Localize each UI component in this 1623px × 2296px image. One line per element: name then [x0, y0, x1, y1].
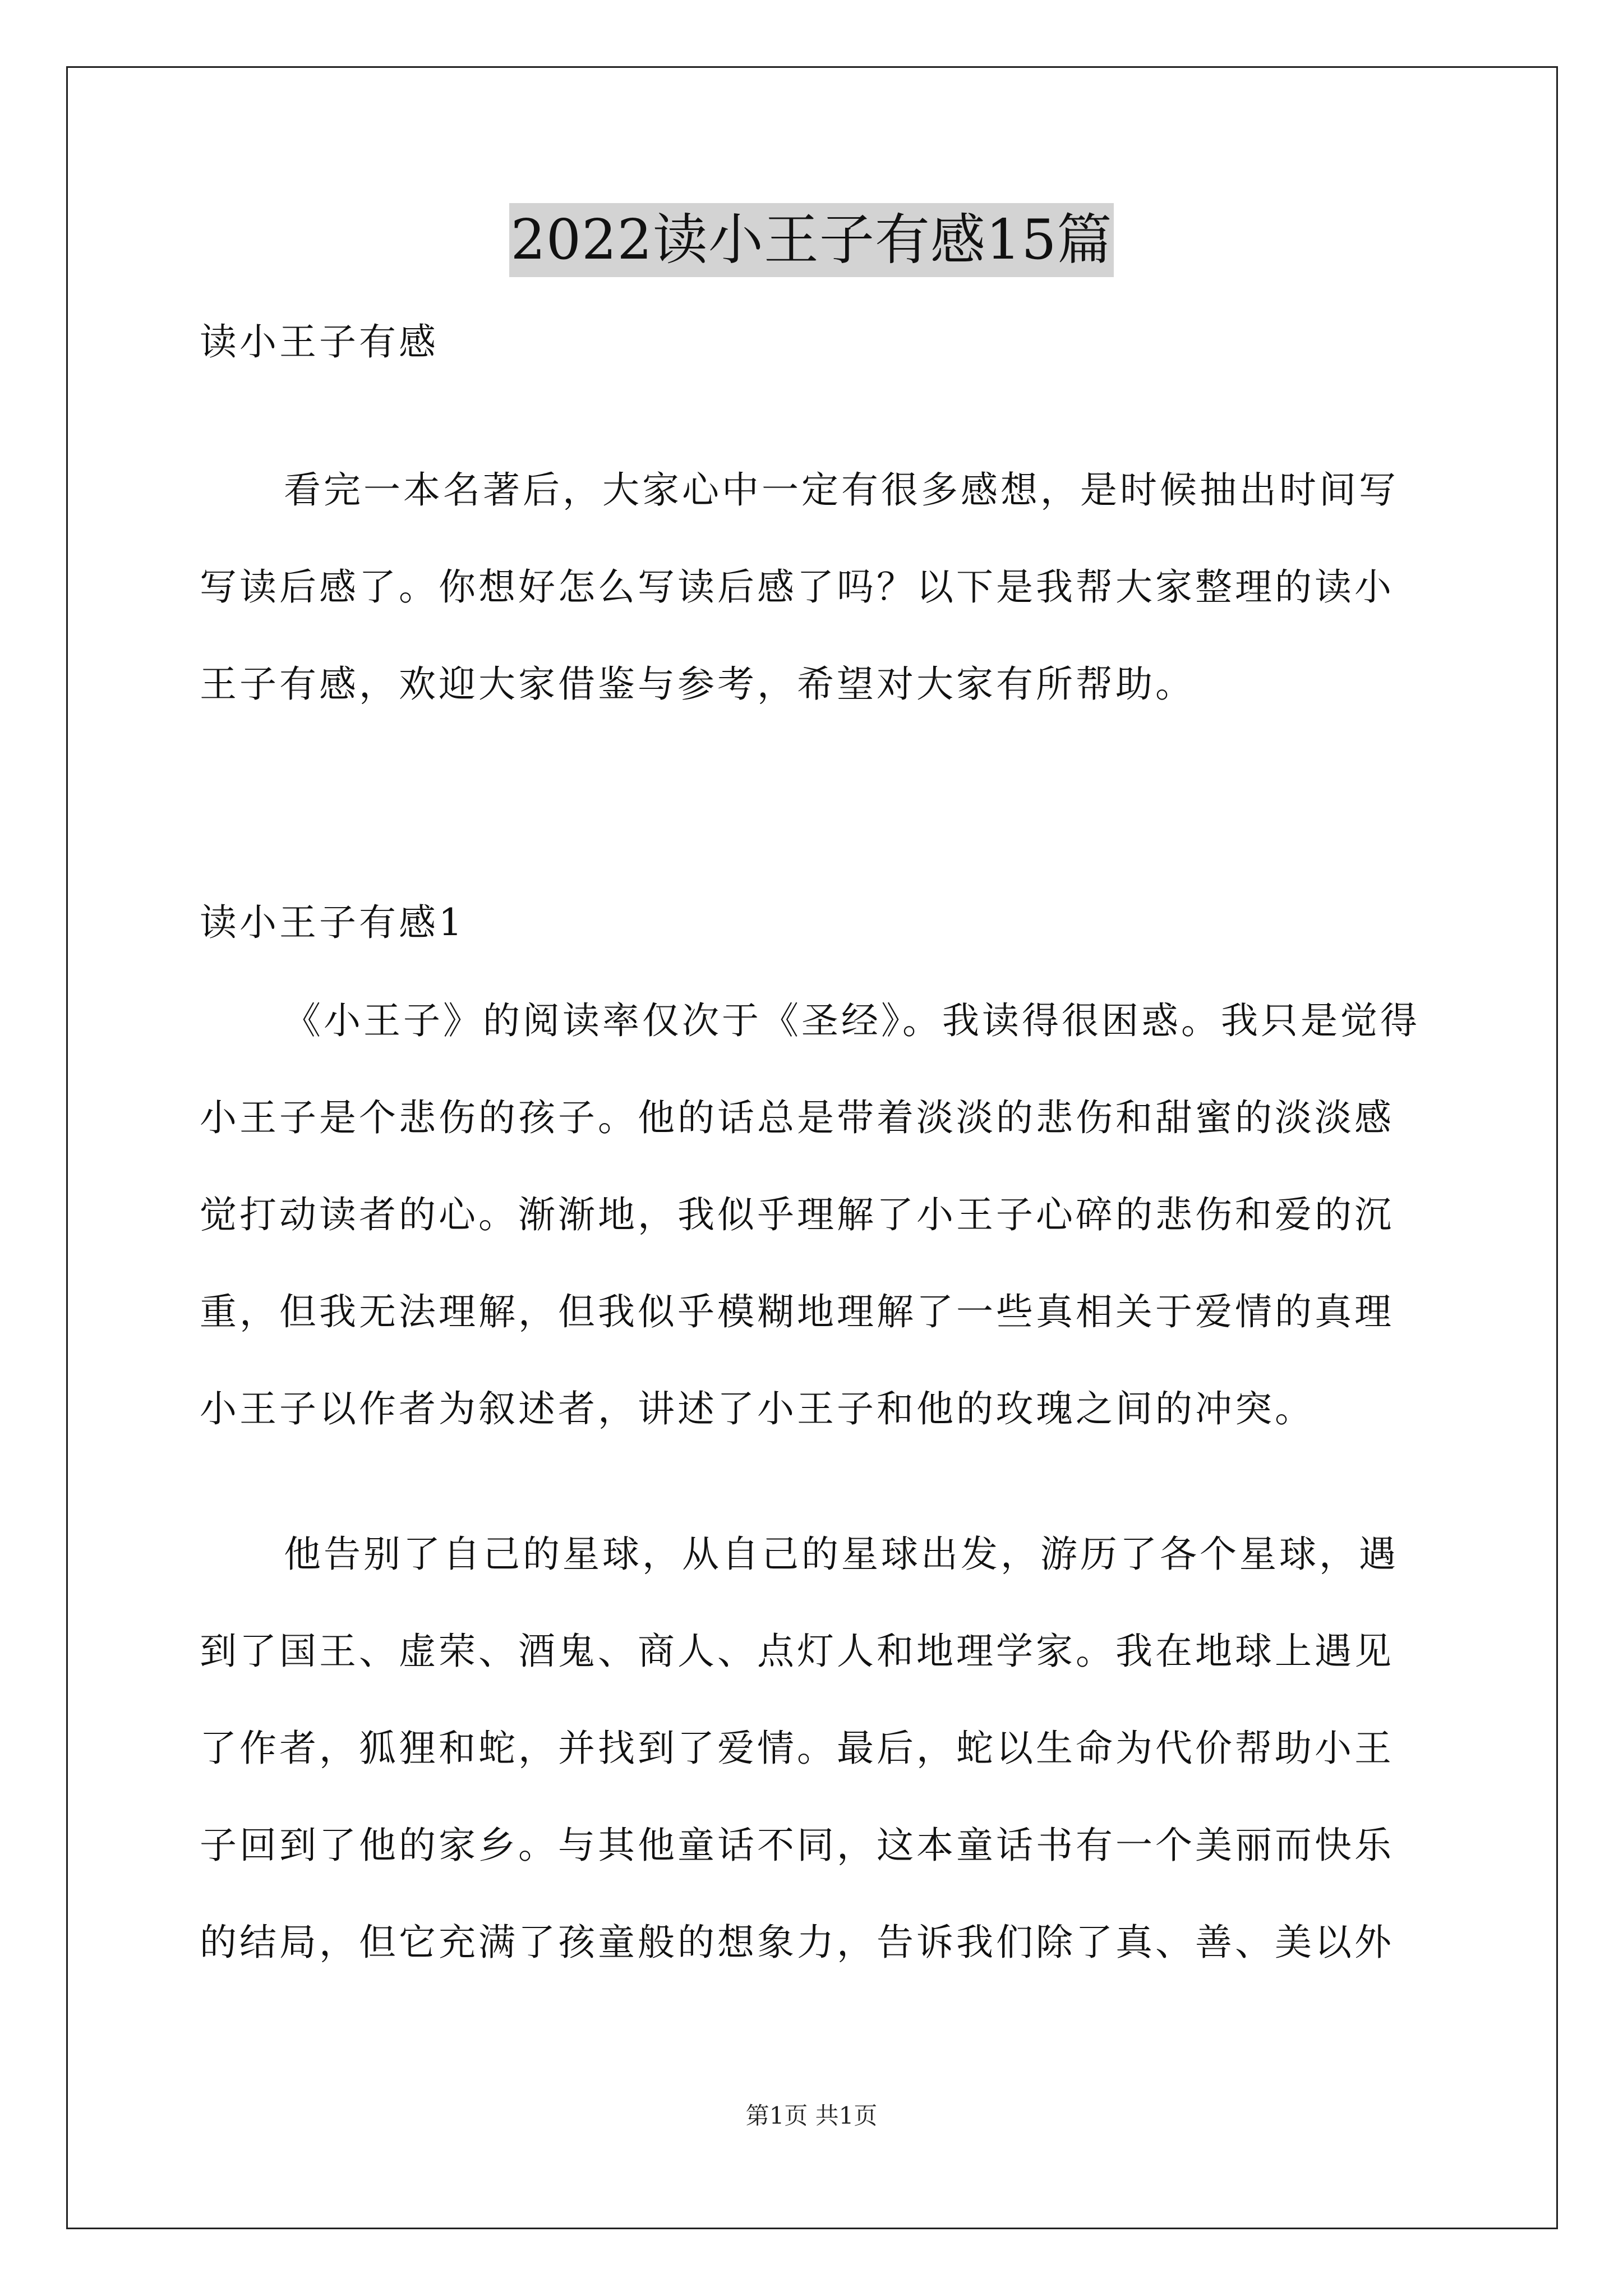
paragraph-1: 《小王子》的阅读率仅次于《圣经》。我读得很困惑。我只是觉得小王子是个悲伤的孩子。他的话总是带着淡淡的悲伤和甜蜜的淡淡感觉打动读者的心。渐渐地，我似乎理解了小王子心碎的悲伤和爱的沉重，但我无法理解，但我似乎模糊地理解了一些真相关于爱情的真理小王子以作者为叙述者，讲述了小王子和他的玫瑰之间的冲突。	[200, 999, 1420, 1430]
document-title: 2022读小王子有感15篇	[509, 203, 1113, 277]
intro-paragraph: 看完一本名著后，大家心中一定有很多感想，是时候抽出时间写写读后感了。你想好怎么写读后感了吗？以下是我帮大家整理的读小王子有感，欢迎大家借鉴与参考，希望对大家有所帮助。	[200, 468, 1399, 706]
essay-heading: 读小王子有感1	[200, 901, 465, 944]
page-footer: 第1页 共1页	[745, 2102, 878, 2129]
section-heading: 读小王子有感	[200, 320, 439, 364]
paragraph-2: 他告别了自己的星球，从自己的星球出发，游历了各个星球，遇到了国王、虚荣、酒鬼、商人、点灯人和地理学家。我在地球上遇见了作者，狐狸和蛇，并找到了爱情。最后，蛇以生命为代价帮助小王子回到了他的家乡。与其他童话不同，这本童话书有一个美丽而快乐的结局，但它充满了孩童般的想象力，告诉我们除了真、善、美以外	[200, 1533, 1399, 1964]
title-container	[0, 203, 1623, 277]
